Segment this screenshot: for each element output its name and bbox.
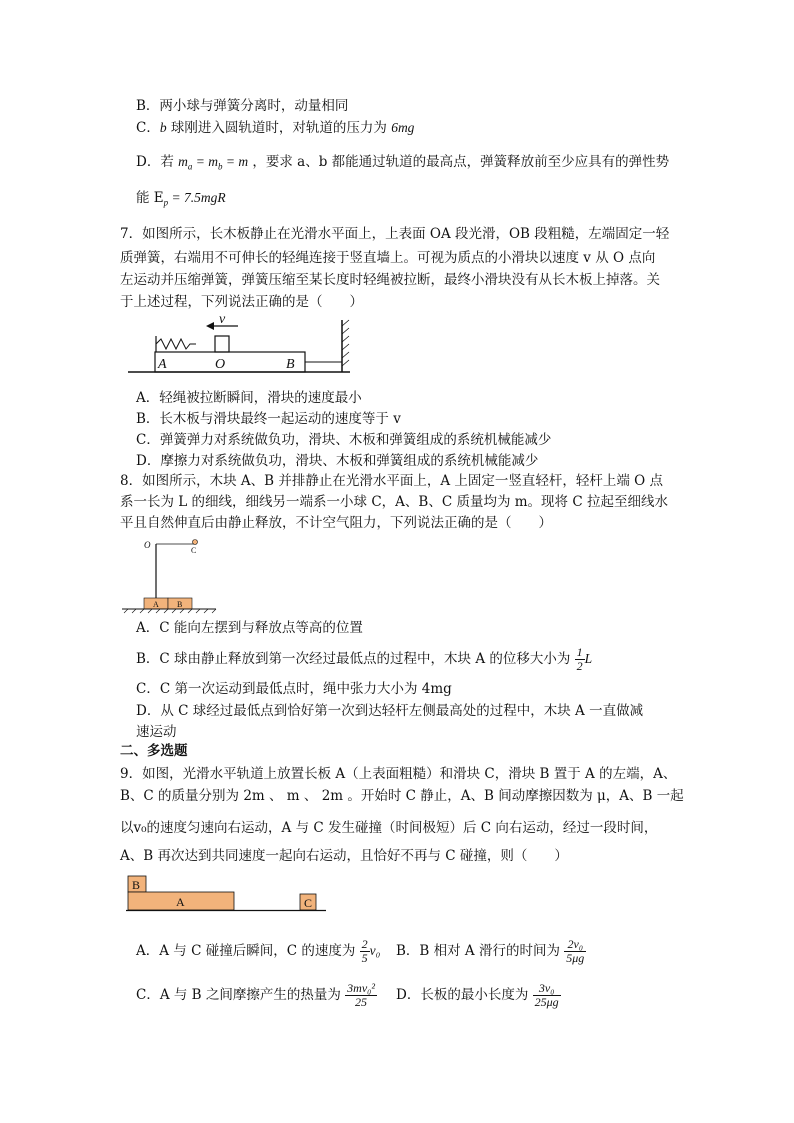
q9-option-d — [396, 982, 561, 1009]
q9-option-a-text: A．A 与 C 碰撞后瞬间，C 的速度为 — [136, 943, 360, 959]
q6-option-c-ball: b — [159, 120, 167, 135]
q6-option-d-text: ，要求 a、b 都能通过轨道的最高点，弹簧释放前至少应具有的弹性势 — [248, 154, 670, 170]
q7-stem-2: 质弹簧，右端用不可伸长的轻绳连接于竖直墙上。可视为质点的小滑块以速度 v 从 O 点向 — [120, 250, 656, 266]
q9-option-c-numerator: 3mv₀² — [347, 981, 375, 995]
q9-option-b-text: B．B 相对 A 滑行的时间为 — [396, 943, 565, 959]
q9-option-a-fraction — [360, 938, 370, 965]
q8-option-b-fraction — [575, 646, 585, 673]
q6-option-c-value: 6mg — [391, 120, 415, 135]
q9-label-c: C — [304, 896, 313, 910]
q6-option-c-text: 球刚进入圆轨道时，对轨道的压力为 — [166, 120, 392, 136]
q8-option-a: A．C 能向左摆到与释放点等高的位置 — [136, 620, 363, 636]
q7-label-o: O — [215, 357, 226, 372]
q7-spring — [156, 339, 196, 349]
q9-stem-3: 以v₀的速度匀速向右运动，A 与 C 发生碰撞（时间极短）后 C 向右运动，经过一段时间， — [120, 820, 658, 836]
q7-stem-1: 7．如图所示，长木板静止在光滑水平面上，上表面 OA 段光滑，OB 段粗糙，左端固定一轻 — [120, 226, 670, 242]
q6-option-c-prefix: C． — [136, 120, 160, 136]
q7-velocity-arrowhead — [206, 322, 214, 330]
q9-option-d-numerator: 3v₀ — [533, 982, 561, 996]
q6-option-c — [136, 120, 414, 136]
q8-label-o: O — [144, 540, 151, 550]
q9-option-c-fraction — [345, 982, 377, 1009]
q8-option-d-1: D．从 C 球经过最低点到恰好第一次到达轻杆左侧最高处的过程中，木块 A 一直做减 — [136, 703, 644, 719]
q8-option-b-text: B．C 球由静止释放到第一次经过最低点的过程中，木块 A 的位移大小为 — [136, 651, 575, 667]
q6-option-d-sub-a: a — [187, 161, 193, 172]
q8-figure — [120, 534, 220, 614]
q6-option-d-sub-b: b — [217, 161, 223, 172]
q8-ground-hatch — [124, 609, 216, 613]
q9-option-d-fraction — [533, 982, 561, 1009]
q7-stem-4: 于上述过程，下列说法正确的是（ ） — [120, 294, 363, 310]
q8-label-c: C — [191, 546, 197, 555]
q8-option-b — [136, 646, 592, 673]
q9-label-a: A — [176, 895, 185, 909]
q8-option-b-numerator: 1 — [576, 645, 583, 659]
q8-option-b-l: L — [584, 651, 593, 666]
q8-stem-3: 平且自然伸直后由静止释放，不计空气阻力，下列说法正确的是（ ） — [120, 515, 552, 531]
q8-stem-2: 系一长为 L 的细线，细线另一端系一小球 C，A、B、C 质量均为 m。现将 C 拉起至细线水 — [120, 494, 668, 510]
q9-option-d-text: D．长板的最小长度为 — [396, 987, 533, 1003]
q9-stem-1: 9．如图，光滑水平轨道上放置长板 A（上表面粗糙）和滑块 C，滑块 B 置于 A 的左端，A、 — [120, 766, 677, 782]
q7-option-d: D．摩擦力对系统做负功，滑块、木板和弹簧组成的系统机械能减少 — [136, 453, 539, 469]
q7-option-b: B．长木板与滑块最终一起运动的速度等于 v — [136, 411, 401, 427]
q9-option-a — [136, 938, 380, 965]
q8-label-b: B — [177, 600, 183, 609]
q9-stem-4: A、B 再次达到共同速度一起向右运动，且恰好不再与 C 碰撞，则（ ） — [120, 848, 568, 864]
q6-option-d-mb: = m — [192, 154, 218, 169]
q9-option-d-denominator: 25μg — [534, 995, 559, 1009]
q9-option-c-denominator: 25 — [355, 995, 368, 1009]
q9-figure — [120, 872, 330, 916]
section-title-multiple-choice: 二、多选题 — [120, 743, 188, 759]
q8-option-c: C．C 第一次运动到最低点时，绳中张力大小为 4mg — [136, 681, 452, 697]
q6-option-d-ma: m — [178, 154, 188, 169]
q9-option-a-numerator: 2 — [361, 937, 368, 951]
q7-label-a: A — [158, 357, 167, 372]
q9-option-c — [136, 982, 377, 1009]
q6-option-d-m: = m — [222, 154, 249, 169]
q7-option-c: C．弹簧弹力对系统做负功，滑块、木板和弹簧组成的系统机械能减少 — [136, 432, 552, 448]
q9-label-b: B — [132, 878, 141, 892]
q9-option-a-v0: v₀ — [369, 943, 381, 958]
q6-option-d-ep-value: = 7.5mgR — [168, 190, 226, 205]
q7-wall-hatch — [342, 320, 349, 366]
q7-option-a: A．轻绳被拉断瞬间，滑块的速度最小 — [136, 390, 362, 406]
q7-figure — [120, 312, 360, 380]
q9-option-b — [396, 938, 586, 965]
q9-option-b-numerator: 2v₀ — [564, 938, 586, 952]
q8-option-d-2: 速运动 — [136, 724, 177, 740]
q6-option-d — [136, 154, 669, 175]
q8-option-b-denominator: 2 — [576, 659, 583, 673]
q7-label-v: v — [219, 312, 226, 327]
q7-label-b: B — [286, 357, 295, 372]
q6-option-d-prefix: D．若 — [136, 154, 179, 170]
q8-label-a: A — [153, 600, 159, 609]
q6-option-d-ep: 能 E — [136, 190, 164, 206]
q7-board — [155, 352, 305, 372]
q7-slider — [215, 336, 229, 352]
q6-option-d-line2 — [136, 190, 226, 211]
q8-ball-c — [193, 540, 198, 545]
q9-option-a-denominator: 5 — [361, 951, 368, 965]
q9-option-b-denominator: 5μg — [566, 951, 585, 965]
q9-option-c-text: C．A 与 B 之间摩擦产生的热量为 — [136, 987, 346, 1003]
q6-option-b: B．两小球与弹簧分离时，动量相同 — [136, 98, 349, 114]
q9-option-b-fraction — [564, 938, 586, 965]
q6-option-d-ep-sub: p — [163, 197, 169, 208]
q7-stem-3: 左运动并压缩弹簧，弹簧压缩至某长度时轻绳被拉断，最终小滑块没有从长木板上掉落。关 — [120, 272, 660, 288]
q9-stem-2: B、C 的质量分别为 2m 、 m 、 2m 。开始时 C 静止，A、B 间动摩擦因数为 μ，A、B 一起 — [120, 788, 684, 804]
q8-stem-1: 8．如图所示，木块 A、B 并排静止在光滑水平面上，A 上固定一竖直轻杆，轻杆上端 O 点 — [120, 473, 664, 489]
